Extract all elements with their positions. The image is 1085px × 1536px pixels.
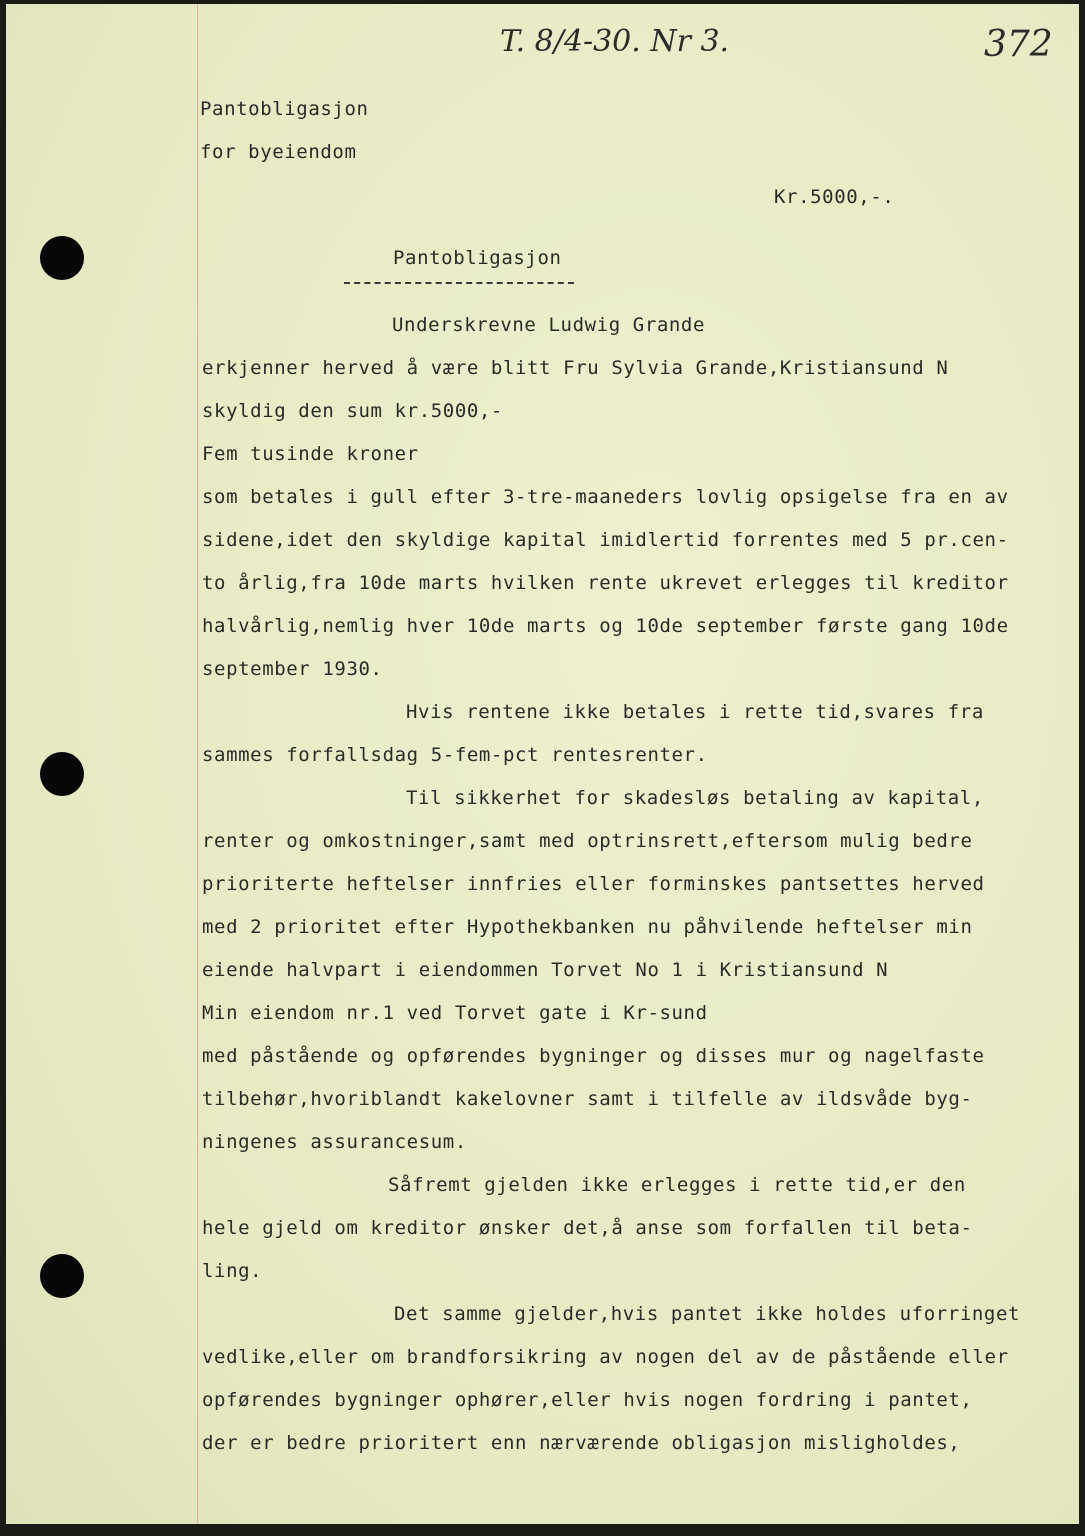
body-line-16: eiende halvpart i eiendommen Torvet No 1 i Kristiansund N: [202, 959, 889, 981]
body-line-13: renter og omkostninger,samt med optrinsrett,eftersom mulig bedre: [202, 830, 973, 852]
body-line-14: prioriterte heftelser innfries eller forminskes pantsettes herved: [202, 873, 985, 895]
body-line-22: hele gjeld om kreditor ønsker det,å anse som forfallen til beta-: [202, 1217, 973, 1239]
body-line-15: med 2 prioritet efter Hypothekbanken nu påhvilende heftelser min: [202, 916, 973, 938]
body-line-19: tilbehør,hvoriblandt kakelovner samt i tilfelle av ildsvåde byg-: [202, 1088, 973, 1110]
body-line-5: som betales i gull efter 3-tre-maaneders lovlig opsigelse fra en av: [202, 486, 1009, 508]
body-line-18: med påstående og opførendes bygninger og disses mur og nagelfaste: [202, 1045, 985, 1067]
punch-hole-middle: [40, 752, 84, 796]
body-line-3: skyldig den sum kr.5000,-: [202, 400, 503, 422]
body-line-9: september 1930.: [202, 658, 383, 680]
handwritten-page-number: 372: [984, 24, 1053, 65]
punch-hole-bottom: [40, 1254, 84, 1298]
body-line-20: ningenes assurancesum.: [202, 1131, 467, 1153]
header-line-1: Pantobligasjon: [200, 98, 369, 120]
body-line-8: halvårlig,nemlig hver 10de marts og 10de september første gang 10de: [202, 615, 1009, 637]
body-line-6: sidene,idet den skyldige kapital imidlertid forrentes med 5 pr.cen-: [202, 529, 1009, 551]
body-line-4: Fem tusinde kroner: [202, 443, 419, 465]
body-line-17: Min eiendom nr.1 ved Torvet gate i Kr-sund: [202, 1002, 708, 1024]
body-line-1: Underskrevne Ludwig Grande: [392, 314, 706, 336]
body-line-27: der er bedre prioritert enn nærværende obligasjon misligholdes,: [202, 1432, 961, 1454]
body-line-7: to årlig,fra 10de marts hvilken rente ukrevet erlegges til kreditor: [202, 572, 1009, 594]
body-line-26: opførendes bygninger ophører,eller hvis nogen fordring i pantet,: [202, 1389, 973, 1411]
body-line-25: vedlike,eller om brandforsikring av nogen del av de påstående eller: [202, 1346, 1009, 1368]
header-line-2: for byeiendom: [200, 141, 357, 163]
body-line-21: Såfremt gjelden ikke erlegges i rette tid,er den: [388, 1174, 966, 1196]
document-title: Pantobligasjon: [393, 247, 562, 269]
amount: Kr.5000,-.: [774, 186, 895, 208]
body-line-10: Hvis rentene ikke betales i rette tid,svares fra: [406, 701, 984, 723]
body-line-11: sammes forfallsdag 5-fem-pct rentesrenter.: [202, 744, 708, 766]
body-line-2: erkjenner herved å være blitt Fru Sylvia Grande,Kristiansund N: [202, 357, 949, 379]
margin-line: [197, 4, 198, 1524]
punch-hole-top: [40, 236, 84, 280]
title-underline: [344, 282, 574, 284]
document-page: [6, 4, 1079, 1524]
body-line-12: Til sikkerhet for skadesløs betaling av kapital,: [406, 787, 984, 809]
body-line-23: ling.: [202, 1260, 263, 1282]
body-line-24: Det samme gjelder,hvis pantet ikke holdes uforringet: [394, 1303, 1021, 1325]
handwritten-reference: T. 8/4-30. Nr 3.: [500, 24, 730, 59]
